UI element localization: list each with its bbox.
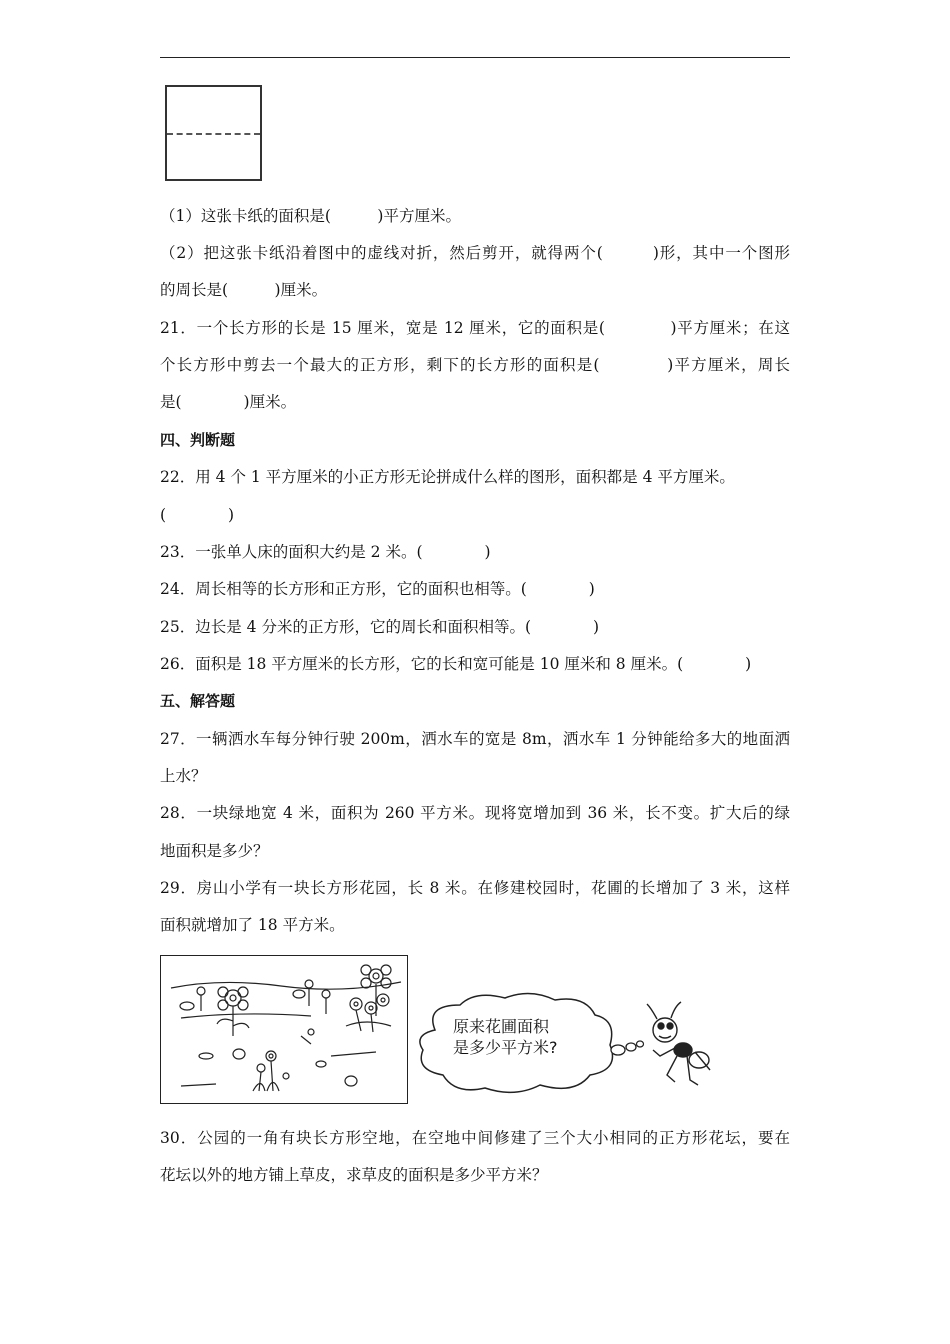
ant-icon xyxy=(647,1002,710,1085)
question-27-line-1: 27．一辆洒水车每分钟行驶 200m，洒水车的宽是 8m，洒水车 1 分钟能给多大的地面洒 xyxy=(160,730,790,748)
question-29-line-2: 面积就增加了 18 平方米。 xyxy=(160,916,345,934)
thought-cloud-icon xyxy=(405,990,715,1100)
question-20-part-2-line-1: （2）把这张卡纸沿着图中的虚线对折，然后剪开，就得两个( )形，其中一个图形 xyxy=(160,244,790,262)
question-20-part-2-line-2: 的周长是( )厘米。 xyxy=(160,281,328,299)
question-22-line-1: 22．用 4 个 1 平方厘米的小正方形无论拼成什么样的图形，面积都是 4 平方厘米。 xyxy=(160,468,735,486)
question-26: 26．面积是 18 平方厘米的长方形，它的长和宽可能是 10 厘米和 8 厘米。( ) xyxy=(160,655,752,673)
question-28-line-2: 地面积是多少？ xyxy=(160,842,269,860)
section-heading-answers: 五、解答题 xyxy=(160,692,236,710)
thought-text-line-2: 是多少平方米? xyxy=(453,1038,558,1057)
fold-dashed-line xyxy=(167,133,260,135)
question-21-line-3: 是( )厘米。 xyxy=(160,393,297,411)
question-20-part-1: （1）这张卡纸的面积是( )平方厘米。 xyxy=(160,207,461,225)
question-29-line-1: 29．房山小学有一块长方形花园，长 8 米。在修建校园时，花圃的长增加了 3 米，这样 xyxy=(160,879,790,897)
question-22-line-2: ( ) xyxy=(160,506,235,524)
question-21-line-2: 个长方形中剪去一个最大的正方形，剩下的长方形的面积是( )平方厘米，周长 xyxy=(160,356,790,374)
flowers-drawing xyxy=(161,956,406,1102)
question-23: 23．一张单人床的面积大约是 2 米。( ) xyxy=(160,543,491,561)
card-paper-figure xyxy=(165,85,262,181)
question-25: 25．边长是 4 分米的正方形，它的周长和面积相等。( ) xyxy=(160,618,600,636)
question-24: 24．周长相等的长方形和正方形，它的面积也相等。( ) xyxy=(160,580,595,598)
garden-illustration xyxy=(160,955,408,1104)
header-rule xyxy=(160,57,790,58)
question-27-line-2: 上水？ xyxy=(160,767,207,785)
question-30-line-2: 花坛以外的地方铺上草皮，求草皮的面积是多少平方米？ xyxy=(160,1166,548,1184)
section-heading-judgement: 四、判断题 xyxy=(160,431,236,449)
question-21-line-1: 21．一个长方形的长是 15 厘米，宽是 12 厘米，它的面积是( )平方厘米；在这 xyxy=(160,319,790,337)
thought-text-line-1: 原来花圃面积 xyxy=(453,1017,550,1036)
question-30-line-1: 30．公园的一角有块长方形空地，在空地中间修建了三个大小相同的正方形花坛，要在 xyxy=(160,1129,790,1147)
question-28-line-1: 28．一块绿地宽 4 米，面积为 260 平方米。现将宽增加到 36 米，长不变。扩大后的绿 xyxy=(160,804,790,822)
